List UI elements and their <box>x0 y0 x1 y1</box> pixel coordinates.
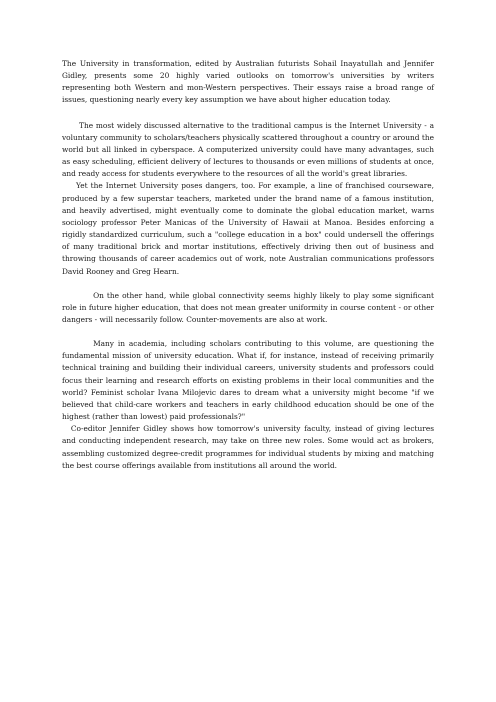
paragraph-dangers: Yet the Internet University poses dangers, too. For example, a line of franchised courseware, produced by a few superstar teachers, marketed under the brand name of a famous institution, and heavily advertised, might eventually come to dominate the global education market, warns sociology professor Peter Manicas of the University of Hawaii at Manoa. Besides enforcing a rigidly standardized curriculum, such a "college education in a box" could undersell the offerings of many traditional brick and mortar institutions, effectively driving then out of business and throwing thousands of career academics out of work, note Australian communications professors David Rooney and Greg Hearn. <box>62 181 434 276</box>
paragraph-internet-university: The most widely discussed alternative to the traditional campus is the Internet University - a voluntary community to scholars/teachers physically scattered throughout a country or around the world but all linked in cyberspace. A computerized university could have many advantages, such as easy scheduling, efficient delivery of lectures to thousands or even millions of students at once, and ready access for students everywhere to the resources of all the world's great libraries. <box>62 120 434 179</box>
paragraph-global-connectivity: On the other hand, while global connectivity seems highly likely to play some significant role in future higher education, that does not mean greater uniformity in course content - or other dangers - will necessarily follow. Counter-movements are also at work. <box>62 290 434 324</box>
paragraph-intro: The University in transformation, edited by Australian futurists Sohail Inayatullah and Jennifer Gidley, presents some 20 highly varied outlooks on tomorrow's universities by writers representing both Western and mon-Western perspectives. Their essays raise a broad range of issues, questioning nearly every key assumption we have about higher education today. <box>62 59 434 105</box>
paragraph-mission: Many in academia, including scholars contributing to this volume, are questioning the fundamental mission of university education. What if, for instance, instead of receiving primarily technical training and building their individual careers, university students and professors could focus their learning and research efforts on existing problems in their local communities and the world? Feminist scholar Ivana Milojevic dares to dream what a university might become "if we believed that child-care workers and teachers in early childhood education should be one of the highest (rather than lowest) paid professionals?" <box>62 339 434 422</box>
document-page <box>62 58 434 472</box>
paragraph-faculty-roles: Co-editor Jennifer Gidley shows how tomorrow's university faculty, instead of giving lectures and conducting independent research, may take on three new roles. Some would act as brokers, assembling customized degree-credit programmes for individual students by mixing and matching the best course offerings available from institutions all around the world. <box>62 424 434 470</box>
